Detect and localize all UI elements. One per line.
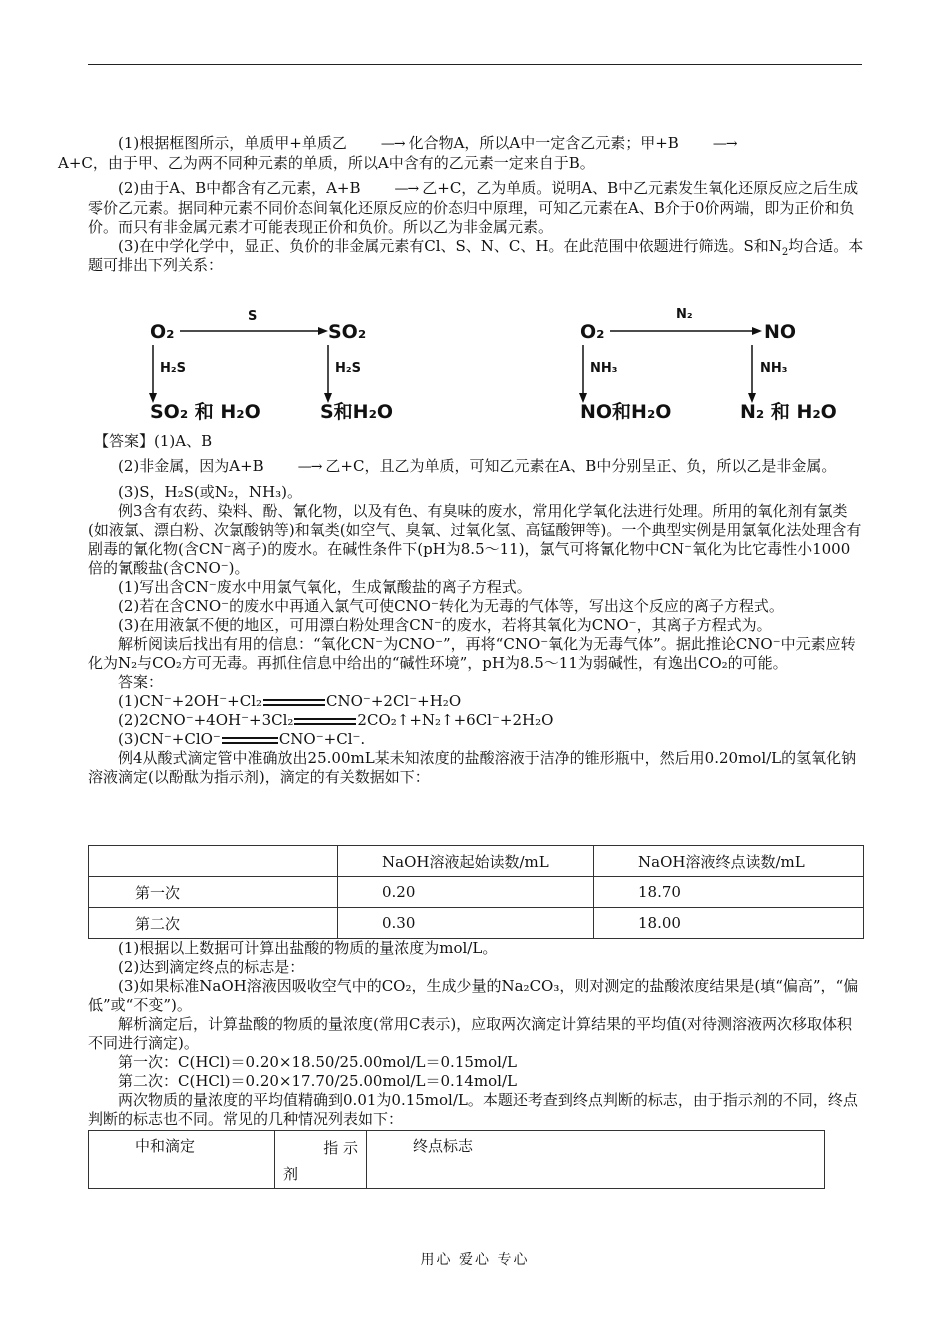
example3-analysis: 解析阅读后找出有用的信息：“氧化CN⁻为CNO⁻”，再将“CNO⁻氧化为无毒气体”。据此推论CNO⁻中元素应转化为N₂与CO₂方可无毒。再抓住信息中给出的“碱性环境”，pH为8.5～11为弱碱性，有逸出CO₂的可能。: [88, 635, 856, 672]
example4-q1: (1)根据以上数据可计算出盐酸的物质的量浓度为mol/L。: [118, 939, 498, 957]
example4-section: [88, 939, 864, 1129]
scheme-s-down-left: H₂S: [160, 361, 186, 376]
example3-eq1: (1)CN⁻+2OH⁻+Cl₂ CNO⁻+2Cl⁻+H₂O: [118, 692, 462, 710]
scheme-sulfur: [150, 305, 430, 425]
scheme-s-top-right: SO₂: [328, 321, 367, 343]
scheme-s-bottom-right: S和H₂O: [320, 401, 394, 423]
scheme-n-arrow-label: N₂: [676, 307, 693, 322]
table-cell: 0.20: [338, 877, 594, 908]
table-row: [89, 877, 864, 908]
scheme-s-down-right: H₂S: [335, 361, 361, 376]
table-header-cell: 终点标志: [367, 1131, 825, 1189]
scheme-nitrogen: [580, 305, 860, 425]
example4-q3: (3)如果标准NaOH溶液因吸收空气中的CO₂，生成少量的Na₂CO₃，则对测定的盐酸浓度结果是(填“偏高”，“偏低”或“不变”)。: [88, 977, 859, 1014]
scheme-s-arrow-label: S: [248, 309, 258, 324]
table-cell: 第一次: [89, 877, 338, 908]
scheme-n-bottom-right: N₂ 和 H₂O: [740, 401, 837, 423]
example3-q3: (3)在用液氯不便的地区，可用漂白粉处理含CN⁻的废水，若将其氧化为CNO⁻，其离子方程式为。: [118, 616, 772, 634]
scheme-s-bottom-left: SO₂ 和 H₂O: [150, 401, 261, 423]
answer-line-1: 【答案】(1)A、B: [94, 432, 213, 450]
example4-analysis: 解析滴定后，计算盐酸的物质的量浓度(常用C表示)，应取两次滴定计算结果的平均值(对待测溶液两次移取体积不同进行滴定)。: [88, 1015, 853, 1052]
table-header-cell: 中和滴定: [89, 1131, 275, 1189]
example4-intro: 例4从酸式滴定管中准确放出25.00mL某未知浓度的盐酸溶液于洁净的锥形瓶中，然后用0.20mol/L的氢氧化钠溶液滴定(以酚酞为指示剂)，滴定的有关数据如下：: [88, 749, 857, 786]
example4-conclusion: 两次物质的量浓度的平均值精确到0.01为0.15mol/L。本题还考查到终点判断的标志，由于指示剂的不同，终点判断的标志也不同。常见的几种情况列表如下：: [88, 1091, 858, 1128]
example3-q2: (2)若在含CNO⁻的废水中再通入氯气可使CNO⁻转化为无毒的气体等，写出这个反应的离子方程式。: [118, 597, 784, 615]
example3-eq3: (3)CN⁻+ClO⁻ CNO⁻+Cl⁻.: [118, 730, 366, 748]
answer-line-2: (2)非金属，因为A+B —→ 乙+C，且乙为单质，可知乙元素在A、B中分别呈正、负，所以乙是非金属。: [118, 457, 837, 475]
answer-line-3: (3)S，H₂S(或N₂，NH₃)。: [118, 483, 302, 501]
table-row: [89, 908, 864, 939]
table-header-cell: NaOH溶液终点读数/mL: [594, 846, 864, 877]
page-footer: 用心 爱心 专心: [420, 1252, 530, 1268]
scheme-n-top-left: O₂: [580, 321, 605, 343]
table-cell: 0.30: [338, 908, 594, 939]
indicator-table: [88, 1130, 825, 1189]
titration-table: [88, 845, 864, 939]
example4-q2: (2)达到滴定终点的标志是：: [118, 958, 305, 976]
table-header-cell: [89, 846, 338, 877]
example4-calc1: 第一次：C(HCl)＝0.20×18.50/25.00mol/L＝0.15mol/L: [118, 1053, 517, 1071]
answer-label: 【答案】: [94, 432, 155, 450]
scheme-n-top-right: NO: [764, 321, 797, 343]
answer-section: [88, 432, 864, 787]
example3-eq2: (2)2CNO⁻+4OH⁻+3Cl₂ 2CO₂↑+N₂↑+6Cl⁻+2H₂O: [118, 711, 554, 729]
table-header-row: [89, 846, 864, 877]
example3-q1: (1)写出含CN⁻废水中用氯气氧化，生成氰酸盐的离子方程式。: [118, 578, 532, 596]
example3-intro: 例3含有农药、染料、酚、氰化物，以及有色、有臭味的废水，常用化学氧化法进行处理。所用的氧化剂有氯类(如液氯、漂白粉、次氯酸钠等)和氧类(如空气、臭氧、过氧化氢、高锰酸钾等)。一个典型实例是用氯氧化法处理含有剧毒的氰化物(含CN⁻离子)的废水。在碱性条件下(pH为8.5～11)，氯气可将氰化物中CN⁻氧化为比它毒性小1000倍的氰酸盐(含CNO⁻)。: [88, 502, 862, 577]
table-cell: 18.70: [594, 877, 864, 908]
table-header-cell: NaOH溶液起始读数/mL: [338, 846, 594, 877]
example3-answer-label: 答案：: [118, 673, 164, 691]
analysis-p3: (3)在中学化学中，显正、负价的非金属元素有Cl、S、N、C、H。在此范围中依题进行筛选。S和$N_2$均合适。本题可排出下列关系：: [88, 237, 864, 274]
analysis-section: [58, 134, 864, 275]
scheme-n-down-left: NH₃: [590, 361, 618, 376]
table-cell: 18.00: [594, 908, 864, 939]
table-header-row: [89, 1131, 825, 1189]
scheme-s-top-left: O₂: [150, 321, 175, 343]
analysis-p2: (2)由于A、B中都含有乙元素，A+B —→ 乙+C，乙为单质。说明A、B中乙元素发生氧化还原反应之后生成零价乙元素。据同种元素不同价态间氧化还原反应的价态归中原理，可知乙元素在A、B介于0价两端，即为正价和负价。而只有非金属元素才可能表现正价和负价。所以乙为非金属元素。: [88, 179, 859, 236]
table-header-cell: 指 示 剂: [275, 1131, 367, 1189]
table-cell: 第二次: [89, 908, 338, 939]
header-rule: [88, 64, 862, 65]
scheme-n-down-right: NH₃: [760, 361, 788, 376]
analysis-p1: (1)根据框图所示，单质甲+单质乙 —→ 化合物A，所以A中一定含乙元素；甲+B —→ A+C，由于甲、乙为两不同种元素的单质，所以A中含有的乙元素一定来自于B。: [58, 134, 737, 172]
example4-calc2: 第二次：C(HCl)＝0.20×17.70/25.00mol/L＝0.14mol/L: [118, 1072, 517, 1090]
scheme-n-bottom-left: NO和H₂O: [580, 401, 672, 423]
